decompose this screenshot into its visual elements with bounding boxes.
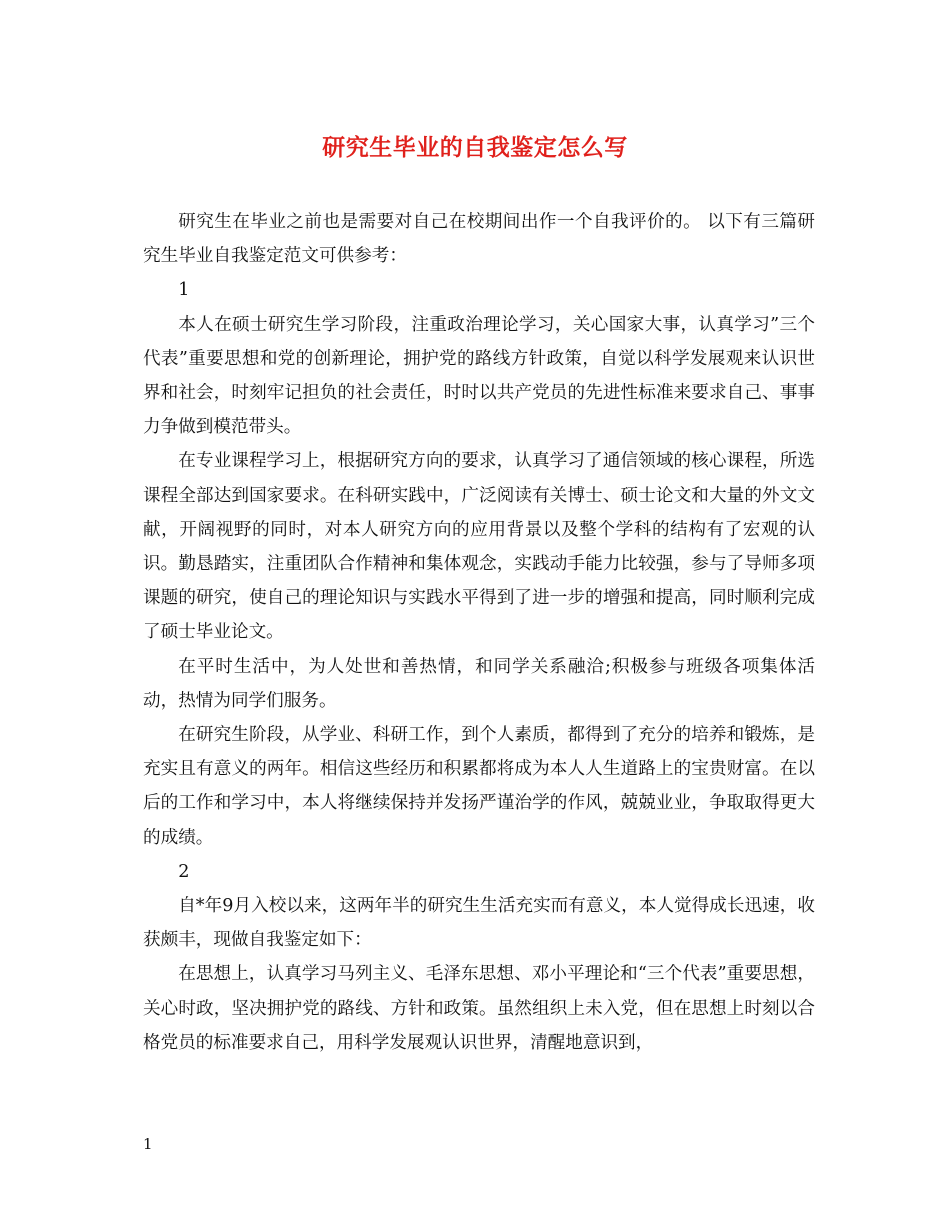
section-number-1: 1 [178,280,190,301]
paragraph: 本人在硕士研究生学习阶段，注重政治理论学习，关心国家大事，认真学习”三个代表”重要思想和党的创新理论，拥护党的路线方针政策，自觉以科学发展观来认识世界和社会，时刻牢记担负的社会责任，时时以共产党员的先进性标准来要求自己、事事力争做到模范带头。 [143,314,815,438]
paragraph: 在研究生阶段，从学业、科研工作，到个人素质，都得到了充分的培养和锻炼，是充实且有意义的两年。相信这些经历和积累都将成为本人人生道路上的宝贵财富。在以后的工作和学习中，本人将继续保持并发扬严谨治学的作风，兢兢业业，争取取得更大的成绩。 [143,725,815,848]
section-number-2: 2 [178,861,190,882]
document-body [143,205,815,1060]
paragraph: 自*年9月入校以来，这两年半的研究生生活充实而有意义，本人觉得成长迅速，收获颇丰，现做自我鉴定如下： [143,896,815,951]
page-number: 1 [143,1135,153,1153]
paragraph: 在平时生活中，为人处世和善热情，和同学关系融洽;积极参与班级各项集体活动，热情为同学们服务。 [143,656,815,711]
paragraph-intro: 研究生在毕业之前也是需要对自己在校期间出作一个自我评价的。 以下有三篇研究生毕业自我鉴定范文可供参考： [143,212,815,267]
paragraph: 在专业课程学习上，根据研究方向的要求，认真学习了通信领域的核心课程，所选课程全部达到国家要求。在科研实践中，广泛阅读有关博士、硕士论文和大量的外文文献，开阔视野的同时，对本人研究方向的应用背景以及整个学科的结构有了宏观的认识。勤恳踏实，注重团队合作精神和集体观念，实践动手能力比较强，参与了导师多项课题的研究，使自己的理论知识与实践水平得到了进一步的增强和提高，同时顺利完成了硕士毕业论文。 [143,451,815,643]
document-title: 研究生毕业的自我鉴定怎么写 [322,134,628,161]
paragraph: 在思想上，认真学习马列主义、毛泽东思想、邓小平理论和“三个代表”重要思想，关心时政，坚决拥护党的路线、方针和政策。虽然组织上未入党，但在思想上时刻以合格党员的标准要求自己，用科学发展观认识世界，清醒地意识到， [143,964,815,1053]
